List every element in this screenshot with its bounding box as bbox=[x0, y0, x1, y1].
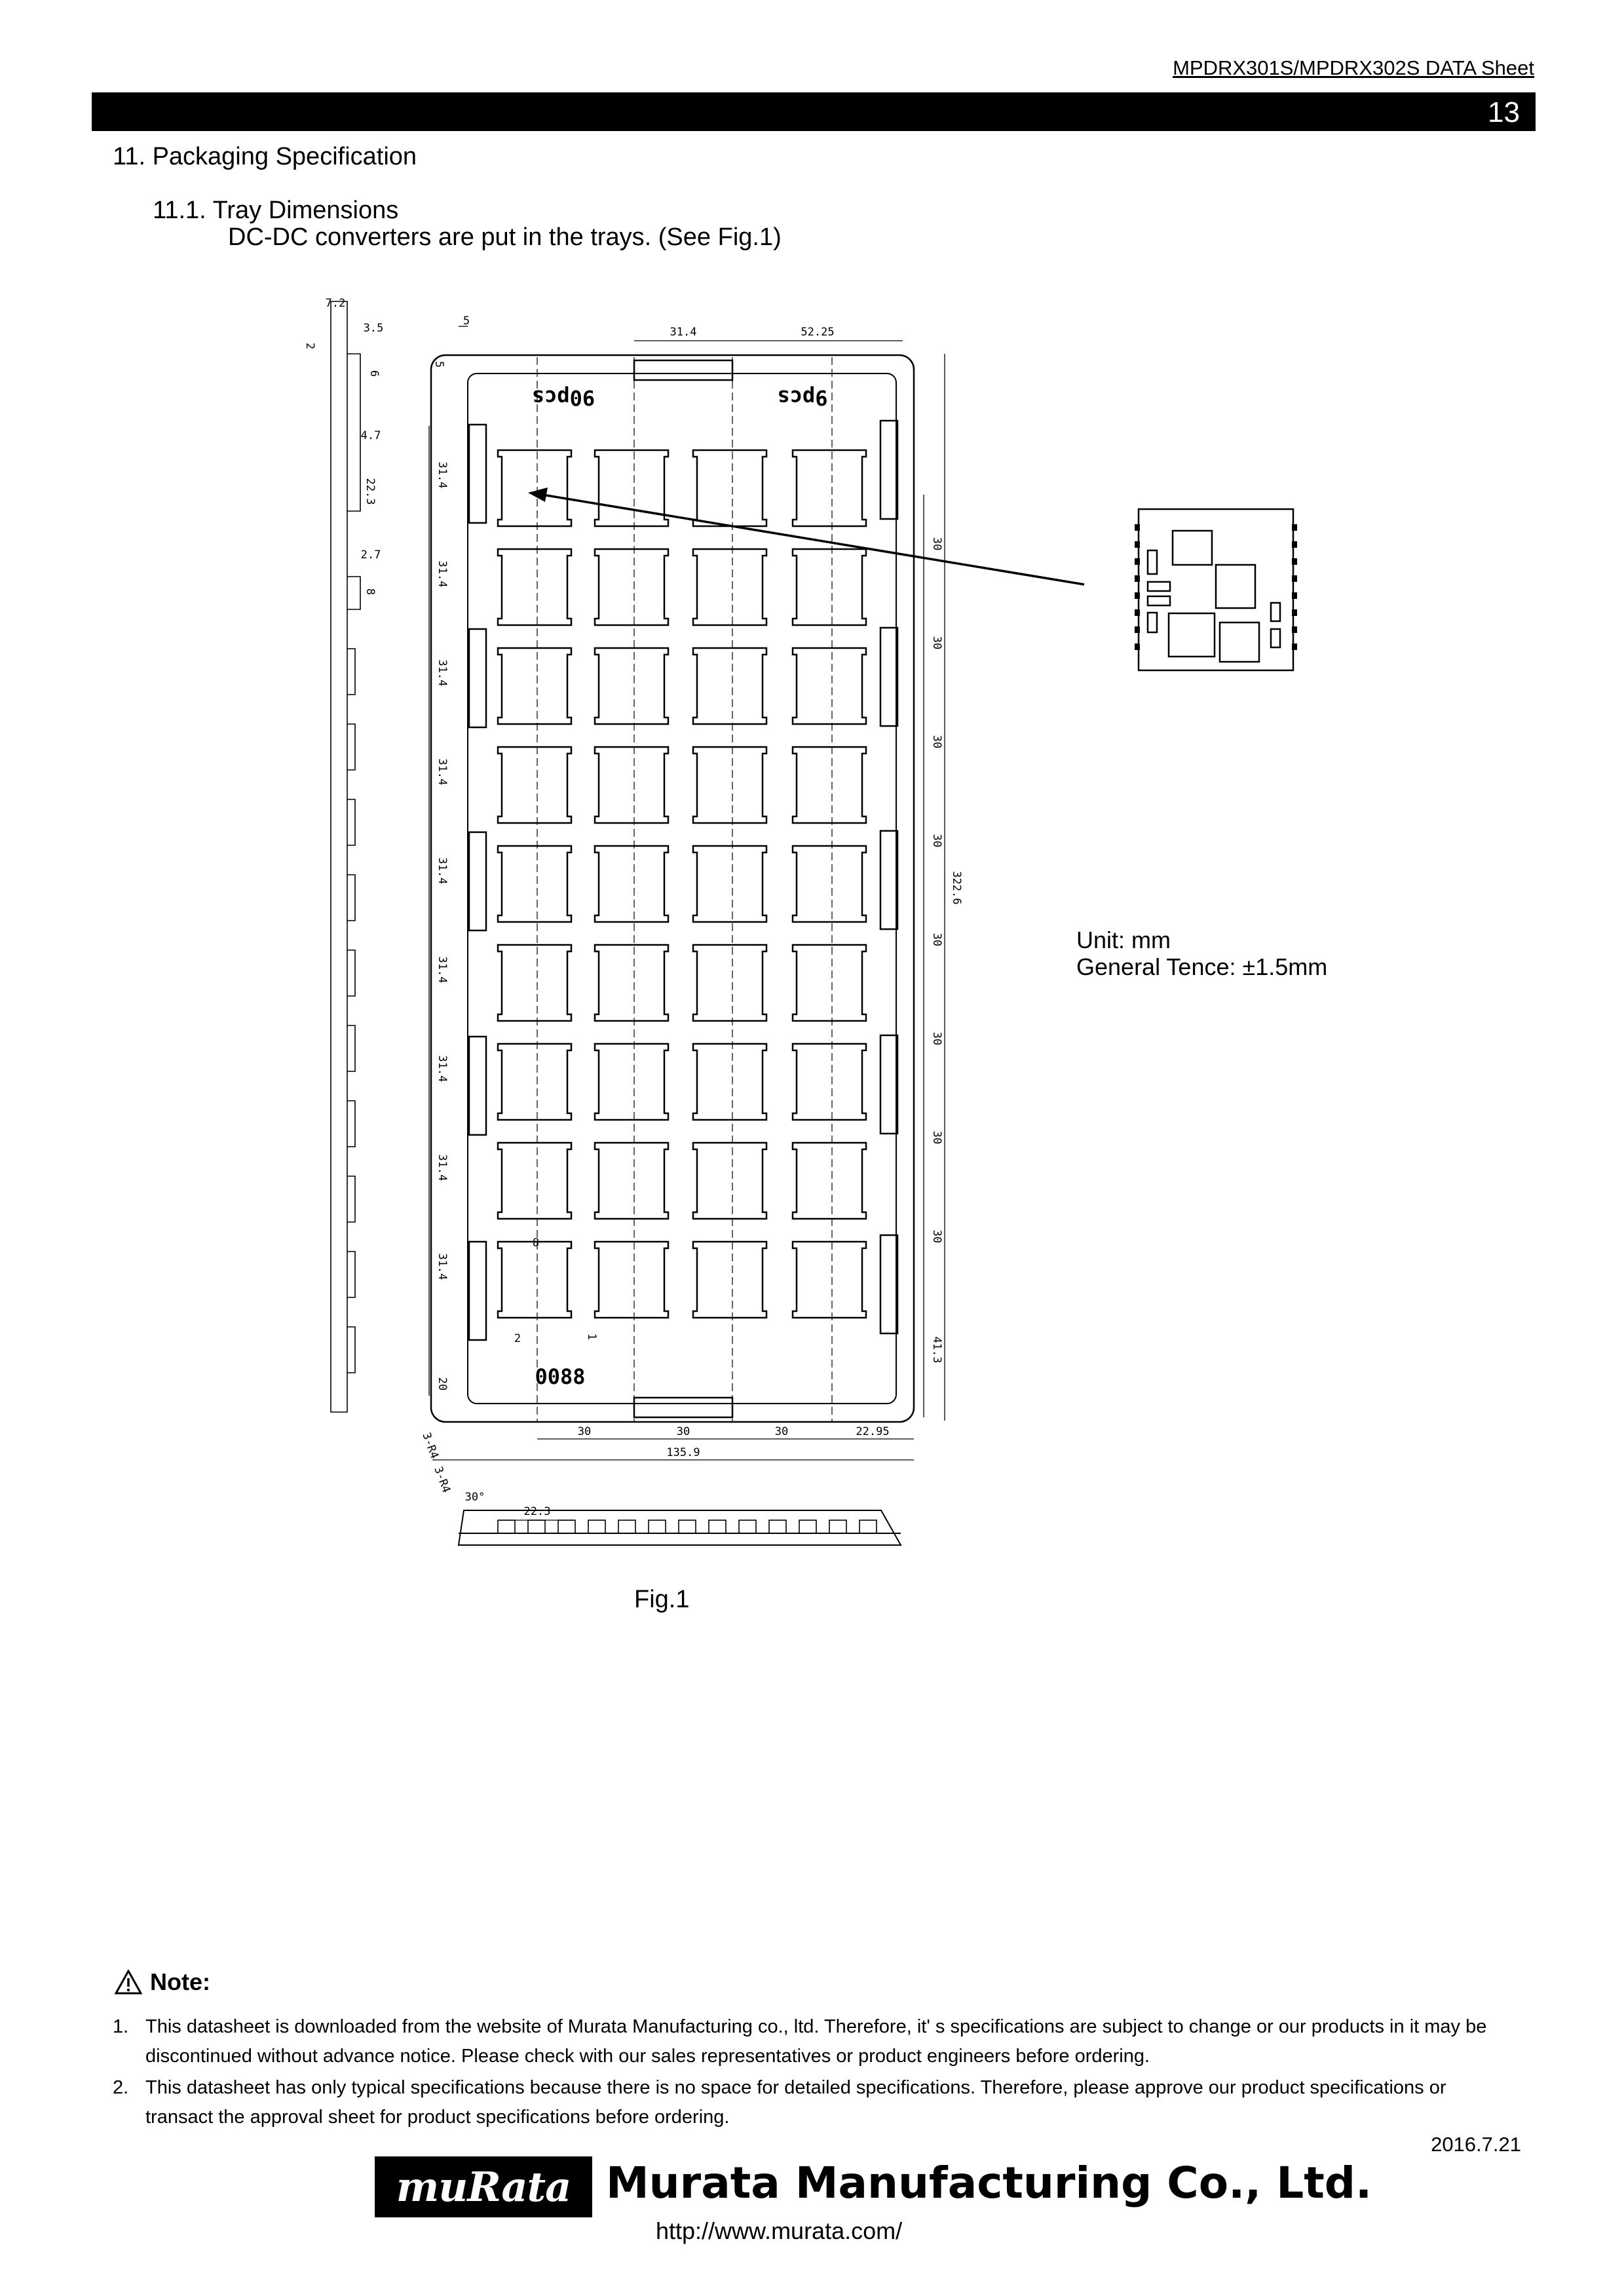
tray-pocket bbox=[793, 846, 866, 922]
dim-label: 6 bbox=[368, 370, 381, 377]
tray-pocket bbox=[693, 1044, 766, 1120]
tray-pocket bbox=[498, 846, 571, 922]
dim-label: 5 bbox=[432, 360, 445, 368]
side-profile-notch bbox=[347, 649, 355, 695]
dim-label: 30 bbox=[930, 636, 943, 650]
tray-pocket bbox=[498, 1044, 571, 1120]
dim-label: 30 bbox=[930, 1130, 943, 1145]
bottom-profile-notch bbox=[498, 1520, 515, 1533]
note-item bbox=[113, 2073, 1508, 2132]
module-component bbox=[1271, 629, 1280, 647]
dim-label: 30° bbox=[464, 1491, 485, 1504]
dim-label: 2.7 bbox=[360, 548, 381, 562]
warning-icon bbox=[115, 1970, 142, 1995]
side-profile-steps bbox=[347, 649, 355, 1373]
tray-pocket bbox=[498, 1242, 571, 1318]
module-component bbox=[1173, 531, 1212, 565]
dimension-lines bbox=[429, 326, 945, 1520]
dim-label: 31.4 bbox=[436, 1253, 449, 1280]
bottom-profile-notch bbox=[558, 1520, 575, 1533]
module-component bbox=[1148, 550, 1157, 574]
module-drawing bbox=[1139, 509, 1293, 670]
tray-pocket bbox=[498, 648, 571, 724]
side-profile-notch bbox=[347, 1025, 355, 1071]
module-pad bbox=[1135, 643, 1140, 650]
tray-pocket bbox=[595, 1044, 668, 1120]
module-pad bbox=[1135, 592, 1140, 599]
unit-label: Unit: mm bbox=[1076, 927, 1171, 953]
tray-side-tab bbox=[469, 629, 486, 727]
leader-arrowhead bbox=[528, 488, 548, 502]
module-pad bbox=[1292, 643, 1297, 650]
tray-side-tab bbox=[880, 1235, 897, 1333]
tray-pocket bbox=[498, 1143, 571, 1219]
dim-label: 31.4 bbox=[436, 857, 449, 885]
bottom-profile-notch bbox=[859, 1520, 877, 1533]
tray-bottom-tab bbox=[634, 1398, 732, 1417]
dim-label: 4.7 bbox=[360, 429, 381, 442]
tray-pocket bbox=[498, 747, 571, 823]
note-text: This datasheet has only typical specifications because there is no space for detailed specifications. Therefore, please approve our product specifications or transact the approval sheet for product specifications before ordering. bbox=[145, 2077, 1446, 2128]
module-pad bbox=[1135, 558, 1140, 565]
document-title: MPDRX301S/MPDRX302S DATA Sheet bbox=[1173, 56, 1534, 79]
tray-side-tab bbox=[469, 425, 486, 523]
bottom-profile-notch bbox=[618, 1520, 635, 1533]
tray-pocket bbox=[793, 747, 866, 823]
section-title: 11. Packaging Specification bbox=[113, 143, 417, 170]
subsection-title: 11.1. Tray Dimensions bbox=[153, 197, 399, 224]
tray-pocket bbox=[693, 846, 766, 922]
tray-pocket bbox=[595, 945, 668, 1021]
issue-date: 2016.7.21 bbox=[1431, 2133, 1521, 2156]
tray-pocket bbox=[595, 846, 668, 922]
note-number: 1. bbox=[113, 2016, 129, 2037]
module-component bbox=[1148, 613, 1157, 632]
note-heading-text: Note: bbox=[150, 1968, 210, 1995]
dim-label: 30 bbox=[930, 537, 943, 551]
bottom-profile-notches bbox=[498, 1520, 877, 1533]
side-profile-notch bbox=[347, 724, 355, 770]
tray-side-tab bbox=[880, 1035, 897, 1134]
module-component bbox=[1169, 613, 1215, 657]
dim-label: 22.3 bbox=[364, 478, 377, 505]
dim-label: 30 bbox=[676, 1425, 690, 1438]
tray-side-tab bbox=[469, 1242, 486, 1340]
tray-pocket bbox=[498, 945, 571, 1021]
dim-label: 3.5 bbox=[363, 322, 384, 335]
side-profile-notch bbox=[347, 799, 355, 845]
intro-text: DC-DC converters are put in the trays. (See Fig.1) bbox=[228, 223, 782, 251]
dim-label: 31.4 bbox=[670, 326, 697, 339]
tray-pocket bbox=[693, 648, 766, 724]
dim-label: 3-R4 bbox=[419, 1430, 442, 1461]
dim-label: 30 bbox=[930, 735, 943, 749]
tray-pocket bbox=[595, 549, 668, 625]
figure-caption: Fig.1 bbox=[634, 1586, 690, 1613]
bottom-profile-notch bbox=[649, 1520, 666, 1533]
pocket-grid bbox=[498, 450, 866, 1318]
tray-pocket bbox=[595, 1242, 668, 1318]
tray-pocket bbox=[793, 648, 866, 724]
bottom-profile-notch bbox=[679, 1520, 696, 1533]
module-component bbox=[1148, 582, 1170, 591]
dim-label: 322.6 bbox=[950, 871, 963, 905]
company-name: Murata Manufacturing Co., Ltd. bbox=[606, 2158, 1372, 2208]
unit-note bbox=[1076, 927, 1327, 980]
side-profile-notch bbox=[347, 1327, 355, 1373]
dim-label: 30 bbox=[930, 932, 943, 947]
side-profile-notch bbox=[347, 1101, 355, 1147]
module-pad bbox=[1292, 575, 1297, 582]
dim-label: 31.4 bbox=[436, 461, 449, 489]
dim-label: 2 bbox=[514, 1332, 521, 1345]
dim-label: 30 bbox=[930, 1031, 943, 1046]
tray-pocket bbox=[793, 945, 866, 1021]
dim-label: 22.95 bbox=[856, 1425, 890, 1438]
tray-pocket bbox=[793, 1143, 866, 1219]
company-url[interactable]: http://www.murata.com/ bbox=[656, 2217, 903, 2244]
bottom-profile-notch bbox=[709, 1520, 726, 1533]
note-heading bbox=[115, 1968, 210, 1996]
dim-label: 3-R4 bbox=[431, 1464, 453, 1495]
side-profile-notch bbox=[347, 875, 355, 921]
bottom-profile-notch bbox=[739, 1520, 756, 1533]
module-pad bbox=[1292, 592, 1297, 599]
dim-label: 30 bbox=[930, 833, 943, 848]
side-profile-step bbox=[347, 354, 360, 511]
module-pad bbox=[1292, 524, 1297, 531]
dim-label: 31.4 bbox=[436, 1055, 449, 1082]
tray-pocket bbox=[793, 1044, 866, 1120]
tray-pocket bbox=[693, 450, 766, 526]
tray-pocket bbox=[693, 747, 766, 823]
module-component bbox=[1216, 565, 1255, 608]
tray-pocket bbox=[693, 1143, 766, 1219]
tray-pocket bbox=[595, 648, 668, 724]
module-pad bbox=[1292, 609, 1297, 616]
tray-pocket bbox=[595, 1143, 668, 1219]
tolerance-label: General Tence: ±1.5mm bbox=[1076, 953, 1328, 980]
note-item bbox=[113, 2012, 1508, 2071]
tray-side-tab bbox=[880, 831, 897, 929]
module-pad bbox=[1135, 524, 1140, 531]
leader-arrow bbox=[531, 493, 1084, 584]
module-pad bbox=[1292, 626, 1297, 633]
tray-pocket bbox=[693, 549, 766, 625]
module-pad bbox=[1135, 575, 1140, 582]
tray-pocket bbox=[498, 450, 571, 526]
dim-label: 30 bbox=[577, 1425, 592, 1438]
dim-label: 31.4 bbox=[436, 659, 449, 687]
tray-pocket bbox=[595, 747, 668, 823]
tray-side-tab bbox=[880, 421, 897, 519]
side-profile-notch bbox=[347, 950, 355, 996]
module-pad bbox=[1135, 541, 1140, 548]
bottom-profile-notch bbox=[769, 1520, 786, 1533]
tray-marking-0088: 0088 bbox=[535, 1364, 586, 1389]
tray-pocket bbox=[793, 549, 866, 625]
module-pad bbox=[1135, 626, 1140, 633]
dimension-labels bbox=[303, 297, 963, 1518]
module-component bbox=[1220, 622, 1259, 662]
dim-label: 1 bbox=[585, 1333, 598, 1341]
bottom-profile-notch bbox=[588, 1520, 605, 1533]
dim-label: 30 bbox=[774, 1425, 789, 1438]
tray-marking-9pcs: 9pcs bbox=[777, 385, 828, 410]
bottom-profile-notch bbox=[829, 1520, 846, 1533]
dim-label: 20 bbox=[436, 1377, 449, 1391]
dim-label: 31.4 bbox=[436, 560, 449, 588]
tray-pocket bbox=[793, 1242, 866, 1318]
tray-pocket bbox=[498, 549, 571, 625]
dim-label: 8 bbox=[364, 588, 377, 596]
bottom-profile-notch bbox=[799, 1520, 816, 1533]
module-component bbox=[1271, 603, 1280, 621]
side-profile-outline bbox=[331, 301, 347, 1412]
note-number: 2. bbox=[113, 2077, 129, 2098]
dim-label: 135.9 bbox=[666, 1446, 700, 1459]
tray-side-tab bbox=[469, 1037, 486, 1135]
dim-label: 30 bbox=[930, 1229, 943, 1244]
module-pad bbox=[1292, 541, 1297, 548]
side-profile-notch bbox=[347, 1176, 355, 1222]
tray-side-tab bbox=[880, 628, 897, 726]
dim-label: 31.4 bbox=[436, 1154, 449, 1181]
dim-label: 22.3 bbox=[523, 1505, 551, 1518]
module-pad bbox=[1135, 609, 1140, 616]
tray-marking-90pcs: 90pcs bbox=[531, 385, 595, 410]
dim-label: 31.4 bbox=[436, 956, 449, 984]
page-number: 13 bbox=[1488, 96, 1520, 128]
side-profile-notch bbox=[347, 1252, 355, 1297]
murata-logo: muRata bbox=[375, 2156, 592, 2217]
dim-label: 5 bbox=[463, 315, 470, 328]
tray-side-tab bbox=[469, 832, 486, 930]
module-pad bbox=[1292, 558, 1297, 565]
dim-label: 7.2 bbox=[325, 297, 346, 310]
bottom-profile-notch bbox=[528, 1520, 545, 1533]
side-profile-step bbox=[347, 577, 360, 609]
dim-label: 52.25 bbox=[801, 326, 835, 339]
dim-label: 2 bbox=[303, 342, 316, 350]
module-component bbox=[1148, 596, 1170, 605]
note-text: This datasheet is downloaded from the website of Murata Manufacturing co., ltd. Therefore, it' s specifications are subject to change or our products in it may be discontinued without advance notice. Please check with our sales representatives or product engineers before ordering. bbox=[145, 2016, 1487, 2067]
tray-pocket bbox=[693, 1242, 766, 1318]
dim-label: 8 bbox=[532, 1236, 540, 1250]
tray-pocket bbox=[693, 945, 766, 1021]
tray-pocket bbox=[793, 450, 866, 526]
dim-label: 41.3 bbox=[930, 1336, 943, 1364]
tray-top-tab bbox=[634, 360, 732, 380]
dim-label: 31.4 bbox=[436, 758, 449, 786]
side-tabs bbox=[469, 421, 897, 1340]
